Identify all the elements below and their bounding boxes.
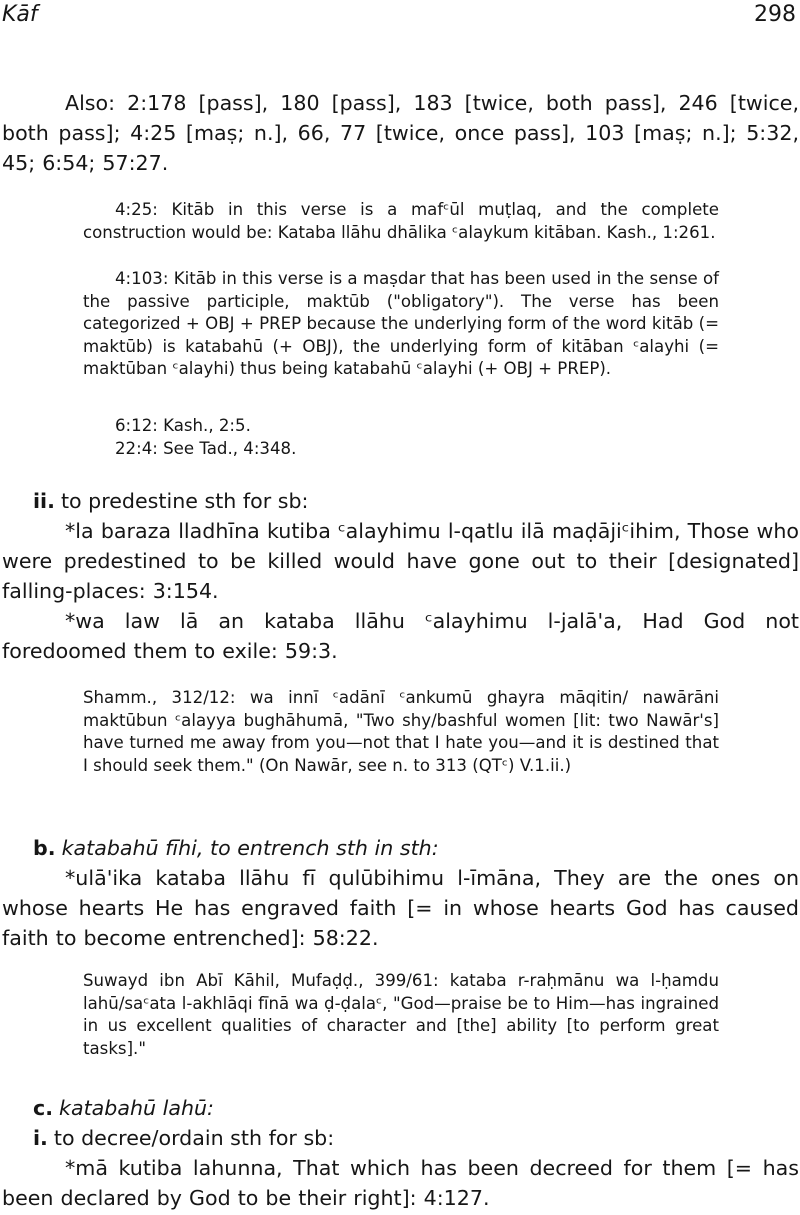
note-22-4: 22:4: See Tad., 4:348.	[115, 439, 297, 458]
sense-b-label: b.	[33, 836, 56, 860]
sense-ii-example-2: *wa law lā an kataba llāhu ᶜalayhimu l-jalā'a, Had God not foredoomed them to exile: 59:3.	[2, 609, 799, 663]
sense-b-example-1: *ulā'ika kataba llāhu fī qulūbihimu l-īmāna, They are the ones on whose hearts He has engraved faith [= in whose hearts God has caused faith to become entrenched]: 58:22.	[2, 866, 799, 950]
page-number: 298	[754, 2, 796, 27]
note-shamm: Shamm., 312/12: wa innī ᶜadānī ᶜankumū ghayra māqitin/ nawārāni maktūbun ᶜalayya bughāhumā, "Two shy/bashful women [lit: two Nawār's] have turned me away from you—not that I hate you—and it is destined that I should seek them." (On Nawār, see n. to 313 (QTᶜ) V.1.ii.)	[83, 688, 719, 775]
sense-c-i-label: i.	[33, 1126, 48, 1150]
sense-ii-title: to predestine sth for sb:	[60, 489, 309, 513]
sense-c-i-heading	[33, 1123, 334, 1153]
sense-c-i-title: to decree/ordain sth for sb:	[53, 1126, 335, 1150]
sense-ii-heading	[33, 486, 308, 516]
sense-c-i-example-1: *mā kutiba lahunna, That which has been decreed for them [= has been declared by God to be their right]: 4:127.	[2, 1156, 799, 1210]
sense-c-title: katabahū lahū:	[59, 1096, 214, 1120]
note-6-12: 6:12: Kash., 2:5.	[115, 416, 251, 435]
sense-b-heading	[33, 833, 439, 863]
also-references: Also: 2:178 [pass], 180 [pass], 183 [twice, both pass], 246 [twice, both pass]; 4:25 [maṣ; n.], 66, 77 [twice, once pass], 103 [maṣ; n.]; 5:32, 45; 6:54; 57:27.	[2, 91, 799, 175]
note-4-103: 4:103: Kitāb in this verse is a maṣdar that has been used in the sense of the passive participle, maktūb ("obligatory"). The verse has been categorized + OBJ + PREP because the underlying form of the word kitāb (= maktūb) is katabahū (+ OBJ), the underlying form of kitāban ᶜalayhi (= maktūban ᶜalayhi) thus being katabahū ᶜalayhi (+ OBJ + PREP).	[83, 269, 719, 379]
sense-ii-label: ii.	[33, 489, 55, 513]
sense-ii-example-1: *la baraza lladhīna kutiba ᶜalayhimu l-qatlu ilā maḍājiᶜihim, Those who were predestined to be killed would have gone out to their [designated] falling-places: 3:154.	[2, 519, 799, 603]
running-head-section: Kāf	[2, 2, 38, 27]
sense-b-title: katabahū fīhi, to entrench sth in sth:	[61, 836, 439, 860]
sense-c-label: c.	[33, 1096, 54, 1120]
sense-c-heading	[33, 1093, 214, 1123]
note-suwayd: Suwayd ibn Abī Kāhil, Mufaḍḍ., 399/61: kataba r-raḥmānu wa l-ḥamdu lahū/saᶜata l-akhlāqi fīnā wa ḍ-ḍalaᶜ, "God—praise be to Him—has ingrained in us excellent qualities of character and [the] ability [to perform great tasks]."	[83, 971, 719, 1058]
note-4-25: 4:25: Kitāb in this verse is a mafᶜūl muṭlaq, and the complete construction would be: Kataba llāhu dhālika ᶜalaykum kitāban. Kash., 1:261.	[83, 200, 719, 242]
